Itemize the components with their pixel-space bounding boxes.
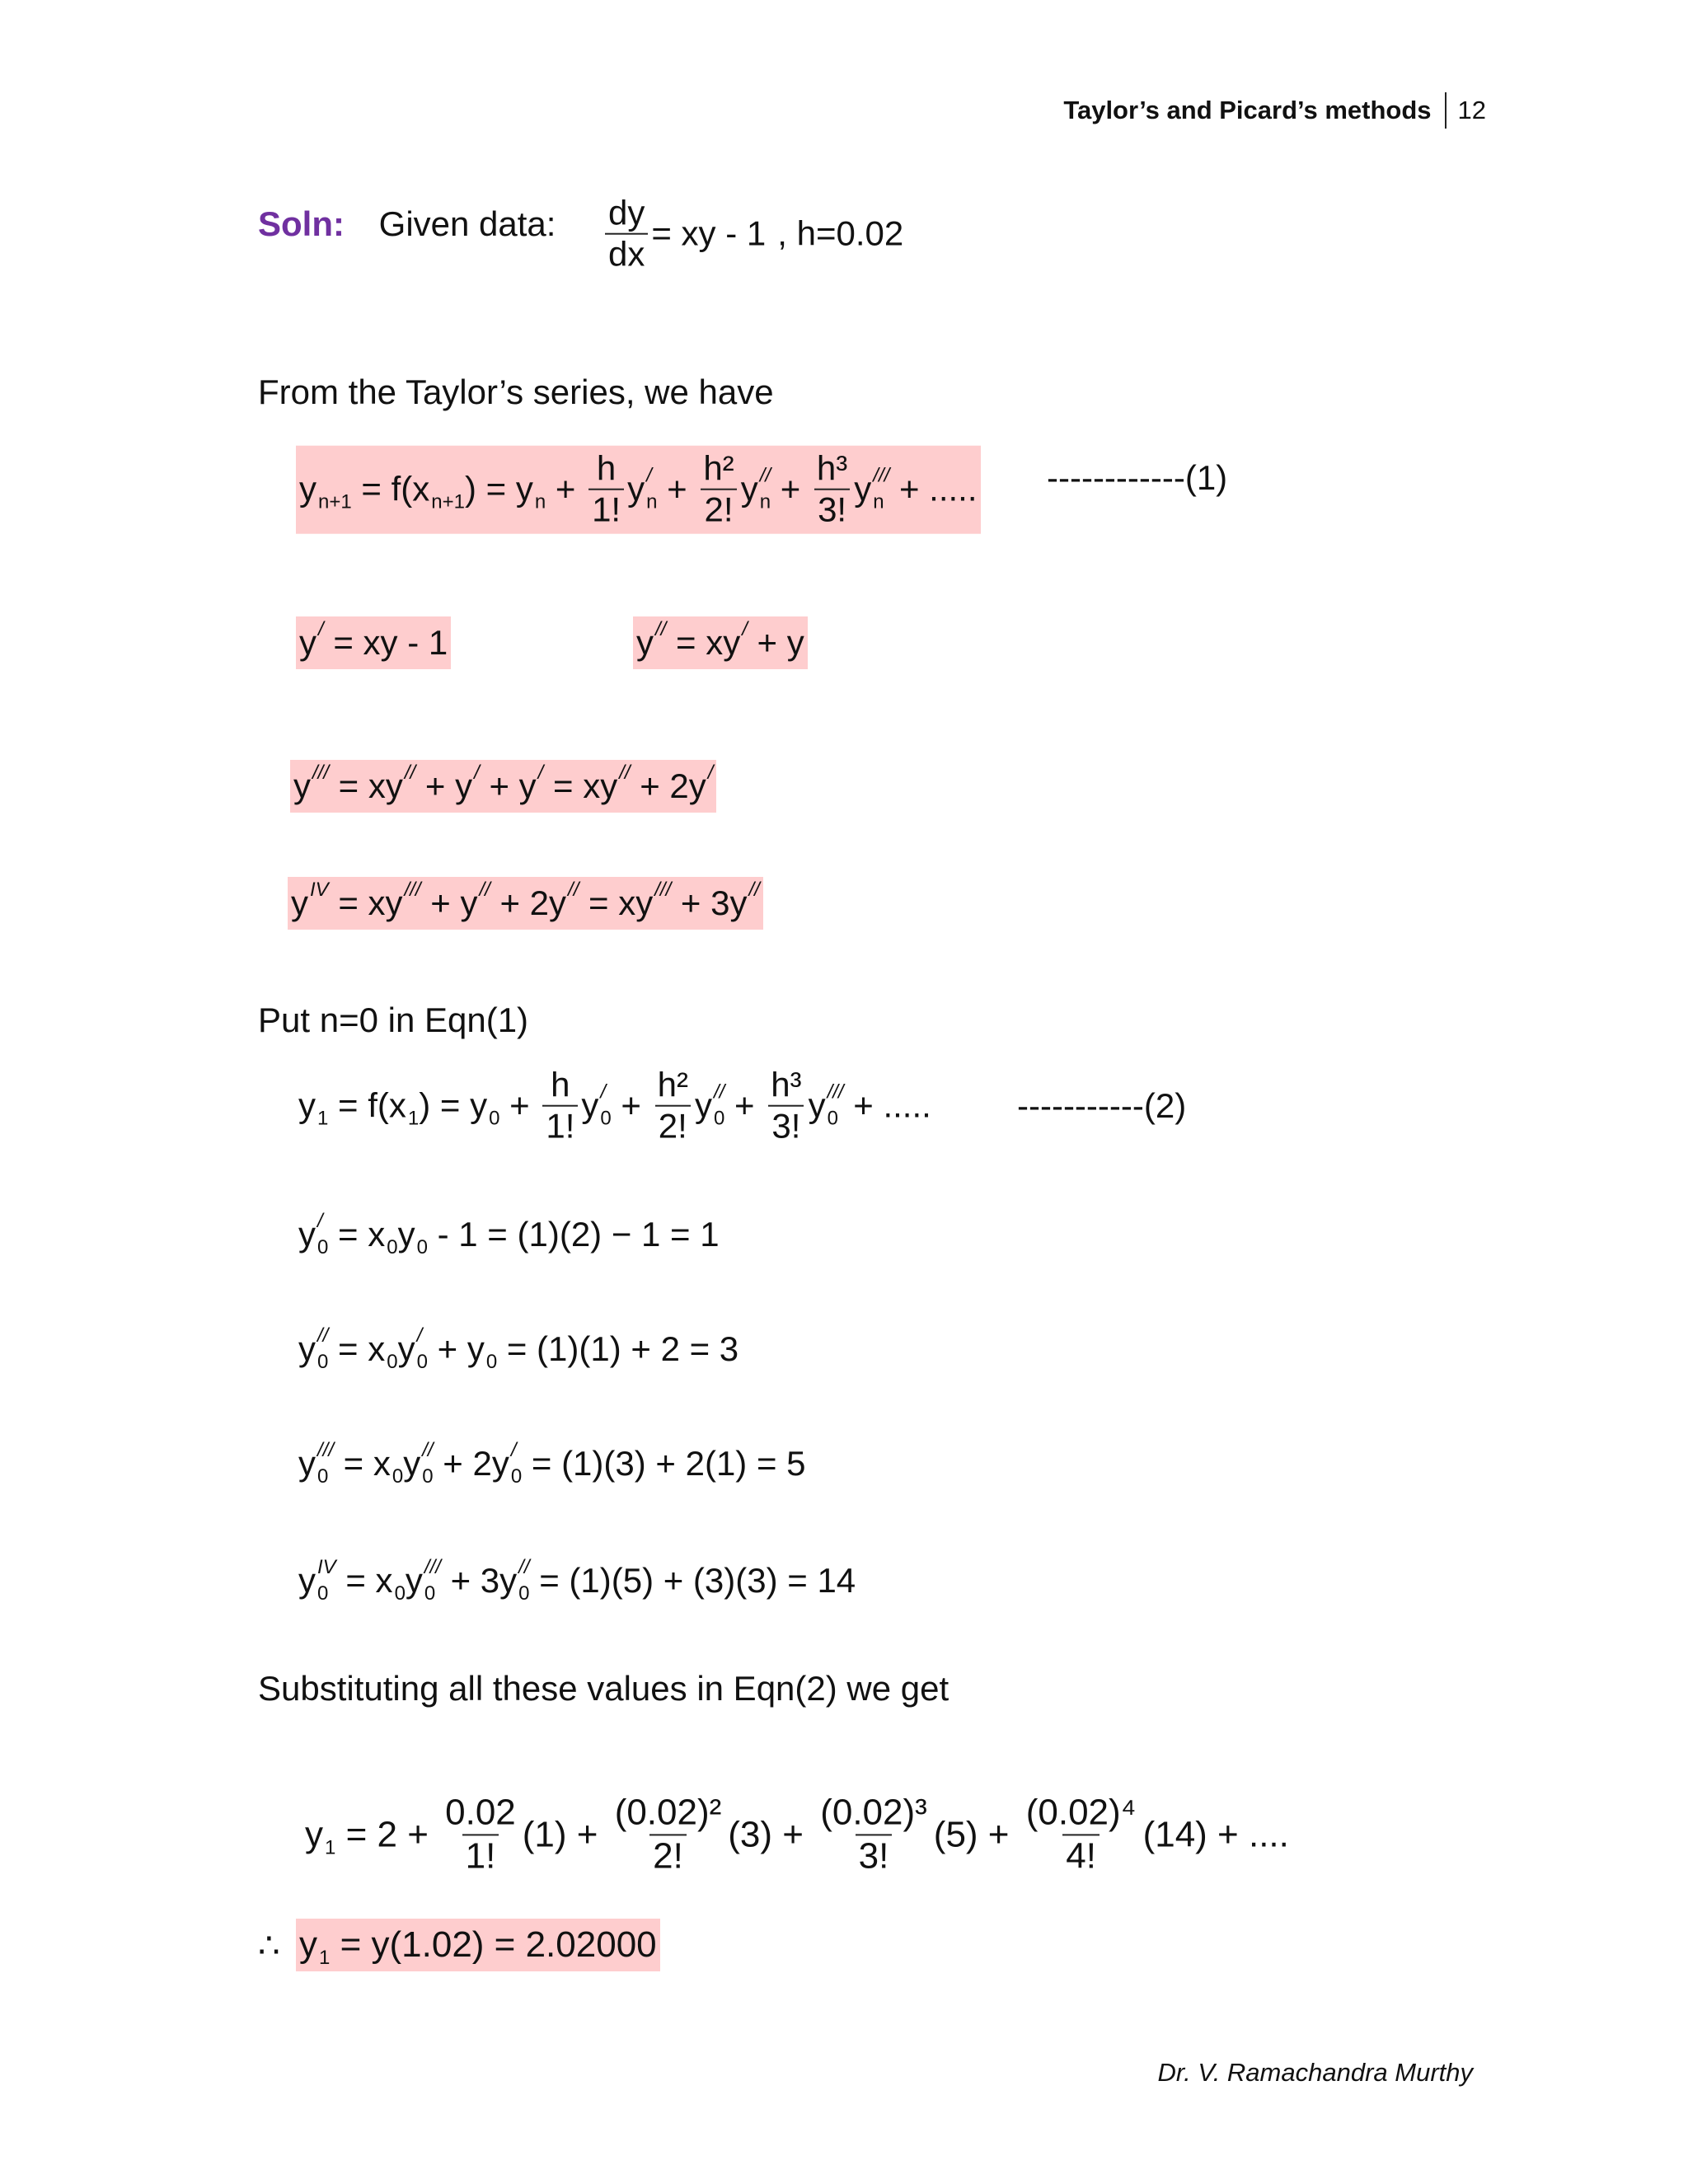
step-size: , h=0.02 xyxy=(777,214,904,253)
math-text: = f(x xyxy=(328,1086,406,1125)
given-rhs: = xy - 1 xyxy=(651,214,767,253)
subscript: 0 xyxy=(392,1465,404,1488)
script xyxy=(318,620,324,666)
superscript: // xyxy=(655,618,667,640)
fraction xyxy=(700,449,737,531)
subscript: 0 xyxy=(416,1236,428,1258)
numerator: h xyxy=(551,1065,570,1104)
equation-1 xyxy=(296,446,981,534)
script xyxy=(317,1558,336,1604)
script xyxy=(486,1326,497,1372)
denominator: 1! xyxy=(542,1105,578,1146)
superscript: // xyxy=(479,879,490,901)
math-text: (3) + xyxy=(728,1814,814,1854)
fraction xyxy=(1023,1792,1140,1877)
math-text: - 1 = (1)(2) − 1 = 1 xyxy=(427,1215,720,1254)
math-text: y xyxy=(627,470,645,509)
superscript: /// xyxy=(654,879,672,901)
math-text: + y xyxy=(747,623,804,662)
subscript: 0 xyxy=(317,1236,329,1258)
superscript: / xyxy=(707,762,714,784)
script xyxy=(708,763,714,809)
math-variable: y xyxy=(298,1561,316,1600)
script xyxy=(474,763,480,809)
script xyxy=(655,620,666,666)
numerator: h² xyxy=(657,1065,688,1104)
superscript: /// xyxy=(404,879,421,901)
subscript: 0 xyxy=(416,1351,428,1373)
denominator: dx xyxy=(605,233,648,274)
math-text: = f(x xyxy=(351,470,430,509)
math-text: + xyxy=(611,1086,651,1125)
fraction xyxy=(588,449,624,531)
subscript xyxy=(318,646,324,666)
math-variable: y xyxy=(299,470,316,509)
equation-2 xyxy=(298,1066,931,1147)
math-variable: y xyxy=(293,766,311,805)
math-text: y xyxy=(403,1444,421,1483)
script xyxy=(760,466,771,513)
dy-dx-fraction xyxy=(605,194,648,275)
superscript: / xyxy=(510,1439,517,1461)
script xyxy=(405,763,415,809)
substitution-equation xyxy=(305,1792,1289,1877)
superscript xyxy=(325,1811,335,1831)
math-text: (1) + xyxy=(522,1814,608,1854)
denominator: 3! xyxy=(856,1834,893,1877)
subscript: 0 xyxy=(485,1351,498,1373)
subscript: 0 xyxy=(422,1465,434,1488)
math-text: y xyxy=(405,1561,423,1600)
script xyxy=(317,1441,334,1487)
superscript: /// xyxy=(827,1081,844,1104)
numerator: h³ xyxy=(771,1065,802,1104)
superscript: // xyxy=(568,879,579,901)
subscript: 1 xyxy=(325,1836,336,1858)
superscript: / xyxy=(646,465,652,487)
math-text: + xyxy=(546,470,586,509)
therefore-symbol: ∴ xyxy=(258,1925,280,1965)
superscript: // xyxy=(748,879,760,901)
denominator: 2! xyxy=(655,1105,691,1146)
script xyxy=(387,1326,397,1372)
subscript xyxy=(749,907,760,926)
math-text: = (1)(1) + 2 = 3 xyxy=(497,1329,739,1368)
math-text: + 3y xyxy=(671,883,748,922)
denominator: 1! xyxy=(462,1834,499,1877)
subscript: 1 xyxy=(407,1108,420,1130)
math-text: = x xyxy=(335,1561,393,1600)
fourth-derivative xyxy=(288,877,763,930)
math-variable: y xyxy=(298,1215,316,1254)
value-y0-triple-prime xyxy=(298,1441,806,1487)
superscript: // xyxy=(422,1439,434,1461)
math-variable: y xyxy=(298,1329,316,1368)
script xyxy=(873,466,889,513)
math-text: y xyxy=(740,470,758,509)
subscript: 0 xyxy=(387,1351,398,1373)
page-number: 12 xyxy=(1457,96,1486,124)
superscript: / xyxy=(318,618,324,640)
fraction xyxy=(442,1792,519,1877)
math-text: + ..... xyxy=(843,1086,931,1125)
script xyxy=(310,880,329,926)
subscript xyxy=(474,790,480,809)
math-text: + 2y xyxy=(490,883,567,922)
superscript: /// xyxy=(424,1556,441,1578)
superscript: / xyxy=(317,1210,323,1232)
superscript: // xyxy=(759,465,771,487)
script xyxy=(749,880,760,926)
math-text: ) = y xyxy=(464,470,533,509)
subscript xyxy=(405,907,421,926)
subscript: 0 xyxy=(600,1108,612,1130)
value-y0-double-prime xyxy=(298,1326,738,1372)
numerator: 0.02 xyxy=(445,1792,516,1833)
superscript: // xyxy=(713,1081,725,1104)
math-variable: y xyxy=(299,623,316,662)
superscript xyxy=(408,1083,419,1103)
math-text: = x xyxy=(328,1215,386,1254)
superscript: /// xyxy=(312,762,330,784)
second-derivative xyxy=(633,616,808,669)
subscript xyxy=(568,907,579,926)
superscript: /// xyxy=(873,465,890,487)
script xyxy=(408,1083,419,1129)
superscript: // xyxy=(619,762,631,784)
script xyxy=(392,1441,403,1487)
subscript: 0 xyxy=(387,1236,398,1258)
script xyxy=(417,1326,428,1372)
math-text: = xy xyxy=(579,883,654,922)
math-text: + ..... xyxy=(889,470,978,509)
given-equation xyxy=(602,194,903,275)
math-text: + y xyxy=(420,883,478,922)
math-text: + y xyxy=(415,766,473,805)
math-variable: y xyxy=(299,1924,317,1965)
superscript xyxy=(387,1212,397,1231)
script xyxy=(422,1441,433,1487)
subscript xyxy=(479,907,490,926)
script xyxy=(387,1212,397,1258)
fraction xyxy=(654,1066,692,1147)
subscript: 0 xyxy=(317,1582,329,1605)
footer-author: Dr. V. Ramachandra Murthy xyxy=(1157,2058,1473,2087)
script xyxy=(489,1083,499,1129)
denominator: 1! xyxy=(588,489,624,530)
math-text: + xyxy=(724,1086,765,1125)
superscript: IV xyxy=(310,879,329,901)
script xyxy=(828,1083,844,1129)
superscript xyxy=(535,466,546,486)
script xyxy=(479,880,490,926)
superscript xyxy=(489,1083,499,1103)
subscript: n xyxy=(873,491,884,513)
superscript: /// xyxy=(317,1439,335,1461)
equation-1-number: ------------(1) xyxy=(1047,458,1228,497)
subscript xyxy=(310,907,329,926)
script xyxy=(312,763,329,809)
script xyxy=(317,1212,328,1258)
script xyxy=(424,1558,441,1604)
script xyxy=(568,880,579,926)
script xyxy=(714,1083,724,1129)
denominator: 4! xyxy=(1062,1834,1100,1877)
math-text: ) = y xyxy=(419,1086,488,1125)
math-variable: y xyxy=(298,1444,316,1483)
taylor-intro: From the Taylor’s series, we have xyxy=(258,373,774,411)
math-text: + xyxy=(771,470,810,509)
numerator: h xyxy=(596,448,617,488)
math-text: (14) + .... xyxy=(1142,1814,1289,1854)
script xyxy=(535,466,546,513)
subscript: 0 xyxy=(510,1465,523,1488)
numerator: (0.02)³ xyxy=(820,1792,927,1833)
superscript: // xyxy=(518,1556,530,1578)
subscript: 0 xyxy=(317,1351,329,1373)
first-derivative xyxy=(296,616,451,669)
substituting-text: Substituting all these values in Eqn(2) we get xyxy=(258,1669,950,1708)
math-text: y xyxy=(694,1086,712,1125)
math-text: = y(1.02) = 2.02000 xyxy=(330,1924,657,1965)
script xyxy=(417,1212,428,1258)
soln-label: Soln: xyxy=(258,204,345,243)
denominator: 3! xyxy=(814,489,850,530)
script xyxy=(431,466,465,513)
script xyxy=(619,763,630,809)
math-text: y xyxy=(581,1086,599,1125)
put-n0-text: Put n=0 in Eqn(1) xyxy=(258,1001,529,1039)
script xyxy=(317,1083,328,1129)
final-result xyxy=(296,1919,660,1971)
script xyxy=(742,620,748,666)
math-variable: y xyxy=(298,1086,316,1125)
superscript: // xyxy=(317,1324,329,1347)
subscript: n xyxy=(646,491,658,513)
superscript: / xyxy=(474,762,480,784)
math-text: = xy xyxy=(543,766,618,805)
math-text: + 3y xyxy=(440,1561,518,1600)
script xyxy=(654,880,671,926)
superscript: / xyxy=(416,1324,423,1347)
superscript xyxy=(486,1326,497,1346)
math-text: y xyxy=(397,1329,415,1368)
script xyxy=(319,1922,330,1968)
math-variable: y xyxy=(291,883,308,922)
math-text: = 2 + xyxy=(335,1814,439,1854)
subscript xyxy=(405,790,415,809)
subscript: n xyxy=(534,491,546,513)
superscript: / xyxy=(600,1081,607,1104)
third-derivative xyxy=(290,760,716,813)
value-y0-fourth xyxy=(298,1558,856,1604)
math-text: = xy xyxy=(328,883,403,922)
given-label: Given data: xyxy=(378,204,556,243)
superscript xyxy=(431,466,465,486)
superscript xyxy=(387,1326,397,1346)
math-text: = x xyxy=(328,1329,386,1368)
subscript: n xyxy=(759,491,771,513)
math-text: + y xyxy=(427,1329,485,1368)
math-text: y xyxy=(854,470,872,509)
math-text: + xyxy=(657,470,697,509)
subscript xyxy=(742,646,748,666)
subscript: 0 xyxy=(518,1582,530,1605)
subscript: 0 xyxy=(489,1108,500,1130)
math-variable: y xyxy=(305,1814,323,1854)
math-text: + 2y xyxy=(630,766,706,805)
superscript xyxy=(318,466,352,486)
page-header xyxy=(1063,92,1486,129)
script xyxy=(646,466,657,513)
math-text: y xyxy=(808,1086,826,1125)
subscript xyxy=(312,790,329,809)
subscript: 0 xyxy=(424,1582,436,1605)
numerator: (0.02)⁴ xyxy=(1025,1792,1137,1833)
math-text: = (1)(3) + 2(1) = 5 xyxy=(522,1444,806,1483)
script xyxy=(318,466,352,513)
subscript: 0 xyxy=(827,1108,838,1130)
script xyxy=(538,763,544,809)
denominator: 3! xyxy=(768,1105,804,1146)
subscript: n+1 xyxy=(318,491,352,513)
superscript xyxy=(319,1922,330,1942)
script xyxy=(325,1811,335,1858)
superscript xyxy=(395,1558,406,1577)
numerator: (0.02)² xyxy=(614,1792,722,1833)
math-text: = xy xyxy=(329,766,403,805)
fraction xyxy=(767,1066,804,1147)
subscript: 0 xyxy=(317,1465,329,1488)
equation-2-number: -----------(2) xyxy=(1017,1086,1187,1125)
subscript xyxy=(708,790,714,809)
denominator: 2! xyxy=(701,489,736,530)
subscript xyxy=(655,646,666,666)
fraction xyxy=(817,1792,931,1877)
math-text: = x xyxy=(334,1444,391,1483)
subscript xyxy=(619,790,630,809)
math-text: + xyxy=(499,1086,540,1125)
script xyxy=(600,1083,611,1129)
math-text: (5) + xyxy=(933,1814,1020,1854)
subscript: 0 xyxy=(713,1108,725,1130)
superscript xyxy=(317,1083,328,1103)
script xyxy=(511,1441,522,1487)
denominator: 2! xyxy=(649,1834,687,1877)
math-text: = (1)(5) + (3)(3) = 14 xyxy=(529,1561,856,1600)
script xyxy=(518,1558,529,1604)
math-text: + y xyxy=(479,766,537,805)
superscript: / xyxy=(742,618,748,640)
header-title: Taylor’s and Picard’s methods xyxy=(1063,96,1432,124)
soln-line xyxy=(258,204,556,244)
numerator: h³ xyxy=(816,448,848,488)
subscript: 0 xyxy=(394,1582,406,1605)
script xyxy=(317,1326,328,1372)
fraction xyxy=(814,449,851,531)
superscript xyxy=(417,1212,428,1231)
superscript xyxy=(392,1441,403,1460)
numerator: h² xyxy=(703,448,734,488)
numerator: dy xyxy=(608,193,645,232)
math-text: = xy xyxy=(666,623,741,662)
math-text: + 2y xyxy=(433,1444,509,1483)
subscript xyxy=(538,790,544,809)
fraction xyxy=(612,1792,725,1877)
superscript: IV xyxy=(317,1556,336,1578)
subscript: 1 xyxy=(317,1108,329,1130)
math-text: y xyxy=(397,1215,415,1254)
script xyxy=(395,1558,406,1604)
superscript: // xyxy=(404,762,416,784)
math-text: = xy - 1 xyxy=(323,623,448,662)
script xyxy=(405,880,421,926)
header-divider xyxy=(1445,92,1447,129)
fraction xyxy=(542,1066,578,1147)
subscript: 1 xyxy=(319,1947,331,1969)
subscript: n+1 xyxy=(431,491,465,513)
value-y0-prime xyxy=(298,1212,720,1258)
math-variable: y xyxy=(636,623,654,662)
superscript: / xyxy=(537,762,544,784)
subscript xyxy=(654,907,671,926)
